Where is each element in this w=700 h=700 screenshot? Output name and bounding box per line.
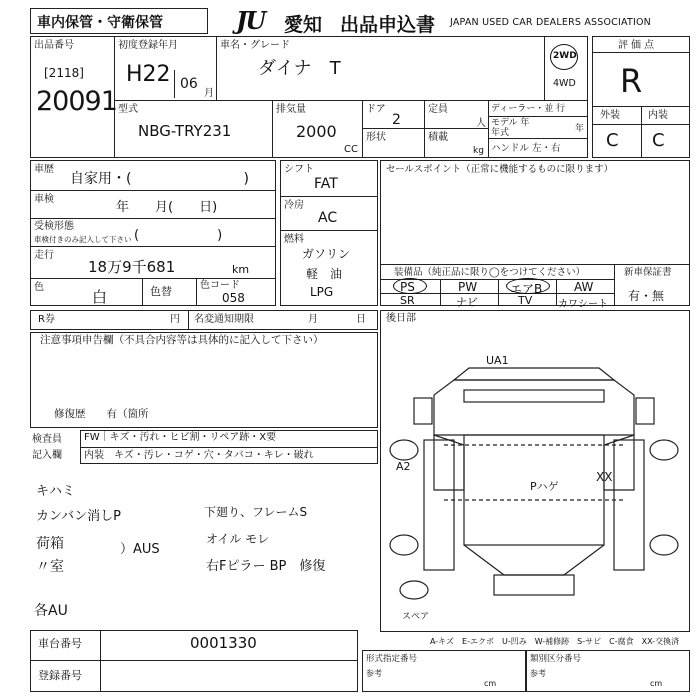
diagram-legend: A-キズ E-エクボ U-凹み W-補修跡 S-サビ C-腐食 XX-交換済 <box>430 637 680 646</box>
equipment-label: 装備品（純正品に限り◯をつけてください） <box>394 267 586 278</box>
registration-month: 06 <box>180 76 198 92</box>
inspection-label: 車検 <box>34 194 54 205</box>
mark-bed-2: XX <box>596 470 613 484</box>
fuel-diesel: 軽 油 <box>306 267 343 281</box>
note-aus: ）AUS <box>120 542 160 557</box>
note-kihami: キハミ <box>36 484 76 499</box>
cab-roof <box>454 368 614 380</box>
equip-ps: PS <box>400 280 415 294</box>
type-label: 型式 <box>118 104 138 115</box>
exterior-label: 外装 <box>600 110 620 121</box>
recycle-label: R券 <box>38 314 55 325</box>
note-oil: オイル モレ <box>206 532 270 546</box>
inspector-row-2: キズ・汚レ・コゲ・穴・タバコ・キレ・破れ <box>114 450 314 461</box>
note-kanban: カンバン消しP <box>36 509 121 524</box>
form-subtitle: JAPAN USED CAR DEALERS ASSOCIATION <box>450 17 651 28</box>
rear-panel <box>464 545 604 575</box>
received-note: 車検付きのみ記入して下さい <box>34 235 132 244</box>
registration-year: H22 <box>126 62 171 87</box>
note-frame: 下廻り、フレームS <box>204 505 308 519</box>
color-label: 色 <box>34 282 44 293</box>
drive-4wd: 4WD <box>553 78 576 89</box>
inspector-label-2: 記入欄 <box>32 450 62 461</box>
lot-label: 出品番号 <box>34 40 74 51</box>
type-value: NBG-TRY231 <box>138 122 232 140</box>
equip-aw: AW <box>574 280 594 294</box>
capacity-label: 定員 <box>428 104 448 115</box>
note-shitsu: 〃室 <box>36 559 64 575</box>
form-cert-label: 形式指定番号 <box>366 654 418 664</box>
form-cert-unit: cm <box>484 679 497 688</box>
storage-label: 車内保管・守衛保管 <box>37 15 163 31</box>
fuel-label: 燃料 <box>284 234 304 245</box>
wheel-fr <box>650 440 678 460</box>
load-unit: kg <box>473 146 484 156</box>
mileage-value: 18万9千681 <box>88 258 176 276</box>
mark-bed: Pハゲ <box>530 480 559 493</box>
note-pillar: 右Fピラー BP 修復 <box>206 559 326 574</box>
deadline-label: 名変通知期限 <box>194 314 254 325</box>
interior-label: 内装 <box>648 110 668 121</box>
form-cert-sub: 参考 <box>366 669 382 678</box>
reg-no-label: 登録番号 <box>38 669 82 682</box>
spare-label: スペア <box>402 612 430 622</box>
right-bed-side <box>614 440 644 570</box>
wheel-rr <box>650 535 678 555</box>
history-value: 自家用・( ) <box>70 171 249 187</box>
warranty-value: 有・無 <box>628 289 665 303</box>
mileage-unit: km <box>232 263 250 276</box>
handle-label: ハンドル 左・右 <box>491 143 561 154</box>
ac-label: 冷房 <box>284 200 304 211</box>
mileage-label: 走行 <box>34 250 54 261</box>
windshield <box>464 390 604 402</box>
lot-small-number: [2118] <box>44 66 84 80</box>
wheel-rl <box>390 535 418 555</box>
spare-tire <box>400 581 428 599</box>
model-value: ダイナ T <box>258 58 341 79</box>
registration-label: 初度登録年月 <box>118 40 178 51</box>
equip-airbag-circle <box>506 278 550 294</box>
right-mirror <box>636 398 654 424</box>
doors-label: ドア <box>366 104 386 115</box>
displacement-label: 排気量 <box>276 104 306 115</box>
class-no-label: 類別区分番号 <box>530 654 582 664</box>
displacement-value: 2000 <box>296 122 337 141</box>
chassis-label: 車台番号 <box>38 637 82 650</box>
form-title: 出品申込書 <box>340 14 436 36</box>
inspector-row-2-prefix: 内装 <box>84 450 104 461</box>
paste-label: 後日部 <box>386 313 416 324</box>
equip-seat: カワシート <box>558 299 608 310</box>
doors-value: 2 <box>392 112 401 128</box>
org-name: 愛知 <box>284 14 323 36</box>
model-label: 車名・グレード <box>220 40 290 51</box>
history-label: 車歴 <box>34 164 54 175</box>
color-value: 白 <box>92 288 108 306</box>
warranty-label: 新車保証書 <box>624 267 672 278</box>
cab-outline <box>434 380 634 435</box>
deadline-day: 日 <box>356 314 366 325</box>
shape-label: 形状 <box>366 132 386 143</box>
shift-value: FAT <box>314 176 338 192</box>
ju-logo: JU <box>236 6 265 35</box>
fuel-lpg: LPG <box>310 285 334 299</box>
year-unit: 年 <box>575 124 585 134</box>
note-nibako: 荷箱 <box>36 536 64 552</box>
mark-ua1: UA1 <box>486 354 509 367</box>
displacement-unit: CC <box>344 144 358 155</box>
equip-sr: SR <box>400 294 415 307</box>
storage-label-box <box>30 8 208 34</box>
ac-value: AC <box>318 210 338 226</box>
note-kaku-au: 各AU <box>34 603 68 619</box>
load-label: 積載 <box>428 132 448 143</box>
sales-point-label: セールスポイント（正常に機能するものに限ります） <box>386 164 614 175</box>
dealer-label: ディーラー・並 行 <box>491 104 566 114</box>
evaluation-score: R <box>620 62 643 100</box>
capacity-unit: 人 <box>476 118 486 129</box>
equip-airbag: エアB <box>510 282 543 296</box>
received-value: ( ) <box>134 228 223 243</box>
equip-tv: TV <box>518 294 533 307</box>
left-door <box>434 435 464 490</box>
left-mirror <box>414 398 432 424</box>
inspection-value: 年 月( 日) <box>116 200 218 215</box>
model-year-label: モデル 年 <box>491 118 530 128</box>
month-suffix: 月 <box>204 88 214 99</box>
fuel-gas: ガソリン <box>302 247 351 261</box>
received-label: 受検形態 <box>34 221 74 232</box>
interior-grade: C <box>652 130 665 151</box>
equip-navi: ナビ <box>456 296 478 309</box>
exterior-grade: C <box>606 130 619 151</box>
left-bed-side <box>424 440 454 570</box>
shift-label: シフト <box>284 164 314 175</box>
equip-pw: PW <box>458 280 478 294</box>
class-no-unit: cm <box>650 679 663 688</box>
color-code-value: 058 <box>222 291 245 305</box>
repair-label: 修復歴 有（箇所 <box>54 408 149 420</box>
deadline-month: 月 <box>308 314 318 325</box>
lot-number: 20091 <box>36 86 117 117</box>
inspector-row-1: FW｜キズ・汚れ・ヒビ割・リペア跡・X要 <box>84 432 277 443</box>
color-change-label: 色替 <box>150 285 172 298</box>
equip-ps-circle <box>393 278 427 294</box>
rear-bumper <box>494 575 574 595</box>
recycle-unit: 円 <box>170 314 180 325</box>
chassis-value: 0001330 <box>190 634 257 652</box>
year-label: 年式 <box>491 128 510 138</box>
evaluation-label: 評価点 <box>618 40 657 51</box>
notes-label: 注意事項申告欄（不具合内容等は具体的に記入して下さい） <box>40 334 324 346</box>
wheel-fl <box>390 440 418 460</box>
inspector-label-1: 検査員 <box>32 434 62 445</box>
color-code-label: 色コード <box>200 280 240 291</box>
class-no-sub: 参考 <box>530 669 546 678</box>
drive-2wd: 2WD <box>553 51 577 61</box>
mark-a2: A2 <box>396 460 411 473</box>
